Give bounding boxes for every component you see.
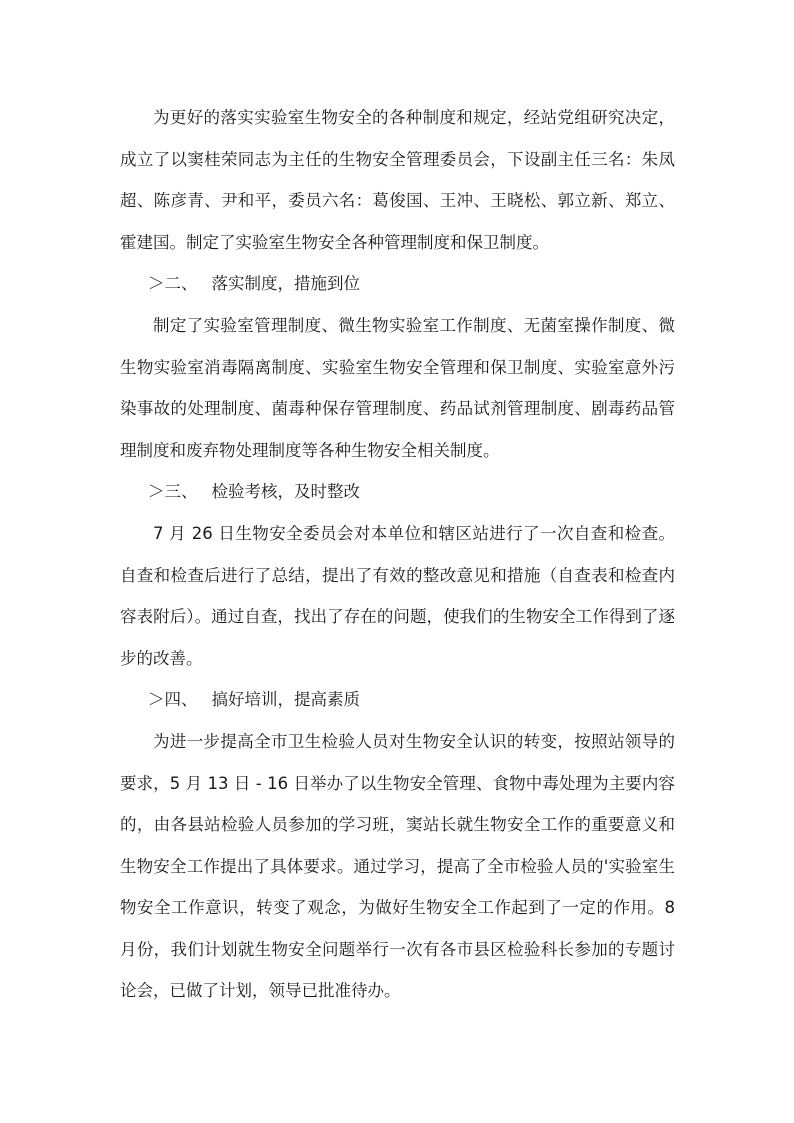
- section-heading-3: [120, 471, 675, 513]
- section-marker: ＞三、: [148, 482, 198, 502]
- section-title: 落实制度，措施到位: [211, 274, 360, 294]
- paragraph-committee: 为更好的落实实验室生物安全的各种制度和规定，经站党组研究决定，成立了以窦桂荣同志为主任的生物安全管理委员会，下设副主任三名：朱凤超、陈彦青、尹和平，委员六名：葛俊国、王冲、王晓松、郭立新、郑立、霍建国。制定了实验室生物安全各种管理制度和保卫制度。: [120, 108, 675, 252]
- section-title: 搞好培训，提高素质: [211, 690, 360, 710]
- paragraph-regulations: 制定了实验室管理制度、微生物实验室工作制度、无菌室操作制度、微生物实验室消毒隔离制度、实验室生物安全管理和保卫制度、实验室意外污染事故的处理制度、菌毒种保存管理制度、药品试剂管理制度、剧毒药品管理制度和废弃物处理制度等各种生物安全相关制度。: [120, 315, 675, 460]
- paragraph-inspection: 7 月 26 日生物安全委员会对本单位和辖区站进行了一次自查和检查。自查和检查后进行了总结，提出了有效的整改意见和措施（自查表和检查内容表附后）。通过自查，找出了存在的问题，使我们的生物安全工作得到了逐步的改善。: [120, 523, 675, 668]
- section-heading-2: [120, 263, 675, 305]
- section-marker: ＞四、: [148, 690, 198, 710]
- section-marker: ＞二、: [148, 274, 198, 294]
- paragraph-training: 为进一步提高全市卫生检验人员对生物安全认识的转变，按照站领导的要求，5 月 13 日 - 16 日举办了以生物安全管理、食物中毒处理为主要内容的，由各县站检验人员参加的学习班，窦站长就生物安全工作的重要意义和生物安全工作提出了具体要求。通过学习，提高了全市检验人员的'实验室生物安全工作意识，转变了观念，为做好生物安全工作起到了一定的作用。8 月份，我们计划就生物安全问题举行一次有各市县区检验科长参加的专题讨论会，已做了计划，领导已批准待办。: [120, 731, 675, 1001]
- section-heading-4: [120, 679, 675, 721]
- section-title: 检验考核，及时整改: [211, 482, 360, 502]
- document-body: [120, 97, 675, 1012]
